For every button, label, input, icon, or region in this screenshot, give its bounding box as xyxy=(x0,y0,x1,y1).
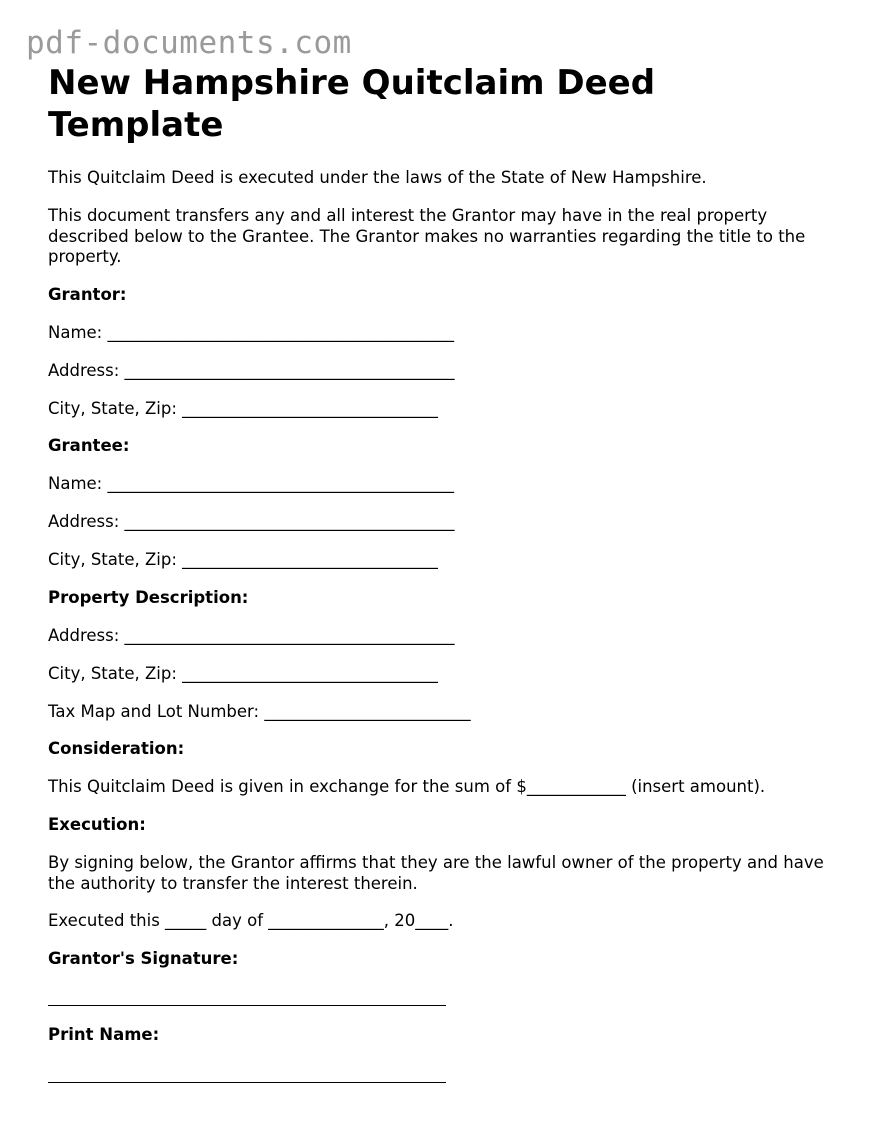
execution-date-field[interactable]: Executed this _____ day of ______________, 20____. xyxy=(48,911,454,930)
consideration-heading: Consideration: xyxy=(48,739,185,758)
tax-map-field[interactable]: Tax Map and Lot Number: _________________________ xyxy=(48,702,471,721)
execution-text: By signing below, the Grantor affirms that they are the lawful owner of the property and have the authority to transfer the interest therein. xyxy=(48,853,824,893)
grantor-address-field[interactable]: Address: ________________________________________ xyxy=(48,361,455,380)
grantee-heading: Grantee: xyxy=(48,436,130,455)
grantor-city-field[interactable]: City, State, Zip: _______________________________ xyxy=(48,399,438,418)
signature-line[interactable] xyxy=(48,1005,446,1006)
grantee-address-field[interactable]: Address: ________________________________________ xyxy=(48,512,455,531)
grantor-heading: Grantor: xyxy=(48,285,127,304)
transfer-text: This document transfers any and all interest the Grantor may have in the real property described below to the Grantee. The Grantor makes no warranties regarding the title to the property. xyxy=(48,206,806,266)
property-heading: Property Description: xyxy=(48,588,249,607)
signature-heading: Grantor's Signature: xyxy=(48,949,239,968)
grantor-name-field[interactable]: Name: __________________________________________ xyxy=(48,323,454,342)
property-city-field[interactable]: City, State, Zip: _______________________________ xyxy=(48,664,438,683)
page-title: New Hampshire Quitclaim Deed Template xyxy=(48,63,656,145)
watermark: pdf-documents.com xyxy=(26,25,352,61)
property-address-field[interactable]: Address: ________________________________________ xyxy=(48,626,455,645)
execution-heading: Execution: xyxy=(48,815,146,834)
document xyxy=(48,62,838,1044)
print-name-line[interactable] xyxy=(48,1082,446,1083)
grantee-name-field[interactable]: Name: __________________________________________ xyxy=(48,474,454,493)
intro-text: This Quitclaim Deed is executed under the laws of the State of New Hampshire. xyxy=(48,168,707,187)
print-name-heading: Print Name: xyxy=(48,1025,160,1044)
grantee-city-field[interactable]: City, State, Zip: _______________________________ xyxy=(48,550,438,569)
consideration-text[interactable]: This Quitclaim Deed is given in exchange for the sum of $____________ (insert amount). xyxy=(48,777,766,796)
